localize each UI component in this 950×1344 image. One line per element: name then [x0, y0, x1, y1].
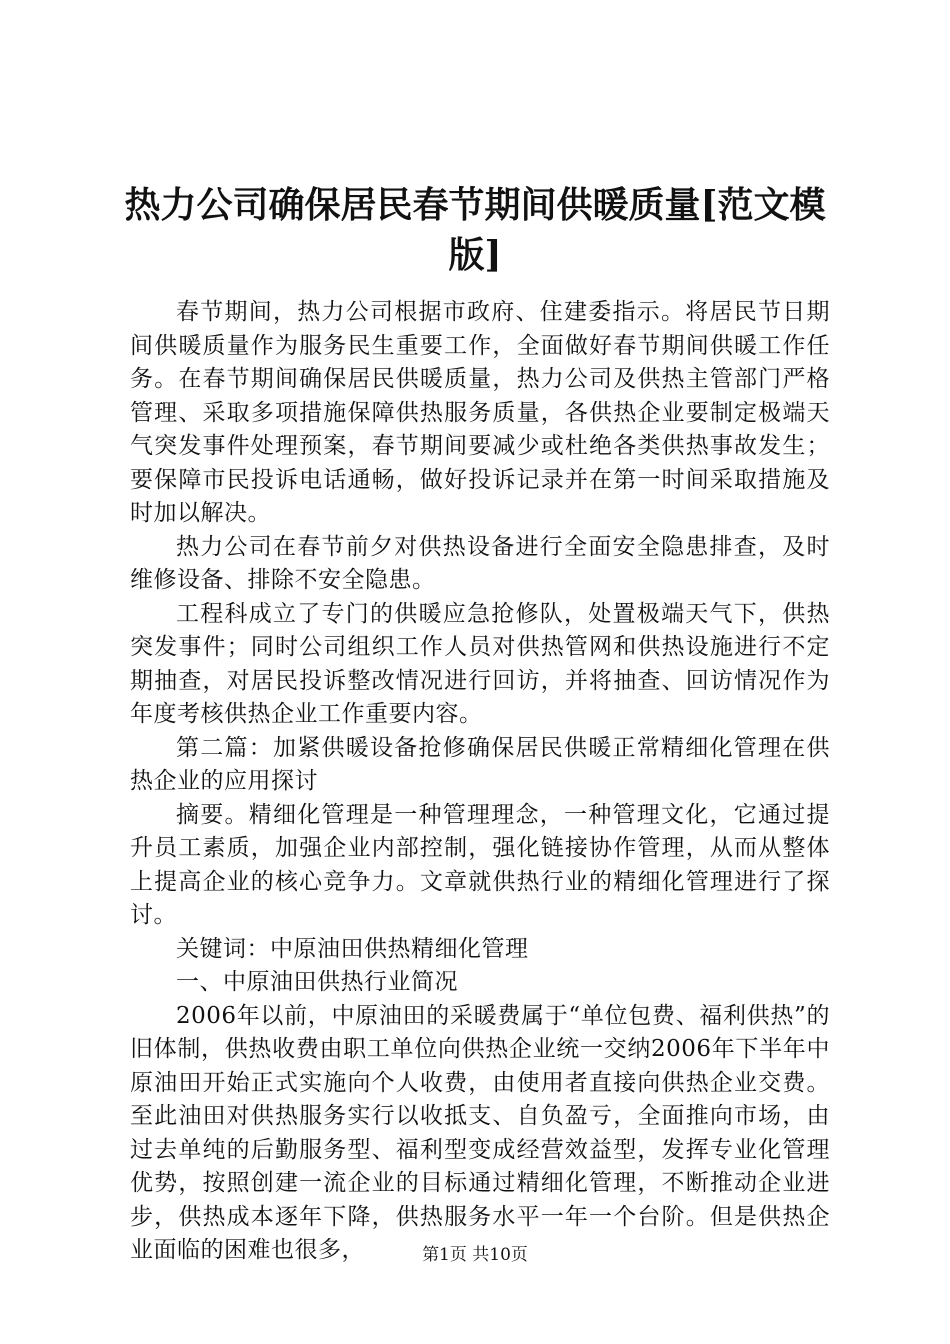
- keywords-line: 关键词：中原油田供热精细化管理: [176, 935, 529, 962]
- section-heading-one: 一、中原油田供热行业简况: [176, 969, 458, 995]
- paragraph-3: 工程科成立了专门的供暖应急抢修队，处置极端天气下，供热突发事件；同时公司组织工作人员对供热管网和供热设施进行不定期抽查，对居民投诉整改情况进行回访，并将抽查、回访情况作为年度考核供热企业工作重要内容。: [130, 600, 830, 727]
- document-title: 热力公司确保居民春节期间供暖质量[范文模版]: [124, 184, 826, 276]
- page-number-footer: 第1页 共10页: [422, 1245, 528, 1265]
- abstract-paragraph: 摘要。精细化管理是一种管理理念，一种管理文化，它通过提升员工素质，加强企业内部控制，强化链接协作管理，从而从整体上提高企业的核心竞争力。文章就供热行业的精细化管理进行了探讨。: [130, 801, 830, 928]
- paragraph-history: 2006年以前，中原油田的采暖费属于“单位包费、福利供热”的旧体制，供热收费由职工单位向供热企业统一交纳2006年下半年中原油田开始正式实施向个人收费，由使用者直接向供热企业交费。至此油田对供热服务实行以收抵支、自负盈亏，全面推向市场，由过去单纯的后勤服务型、福利型变成经营效益型，发挥专业化管理优势，按照创建一流企业的目标通过精细化管理，不断推动企业进步，供热成本逐年下降，供热服务水平一年一个台阶。但是供热企业面临的困难也很多，: [130, 1002, 830, 1263]
- paragraph-1: 春节期间，热力公司根据市政府、住建委指示。将居民节日期间供暖质量作为服务民生重要工作，全面做好春节期间供暖工作任务。在春节期间确保居民供暖质量，热力公司及供热主管部门严格管理、采取多项措施保障供热服务质量，各供热企业要制定极端天气突发事件处理预案，春节期间要减少或杜绝各类供热事故发生；要保障市民投诉电话通畅，做好投诉记录并在第一时间采取措施及时加以解决。: [130, 299, 830, 526]
- document-body: [130, 296, 830, 1268]
- section-heading-part-two: 第二篇：加紧供暖设备抢修确保居民供暖正常精细化管理在供热企业的应用探讨: [130, 734, 830, 794]
- paragraph-2: 热力公司在春节前夕对供热设备进行全面安全隐患排查，及时维修设备、排除不安全隐患。: [130, 533, 830, 593]
